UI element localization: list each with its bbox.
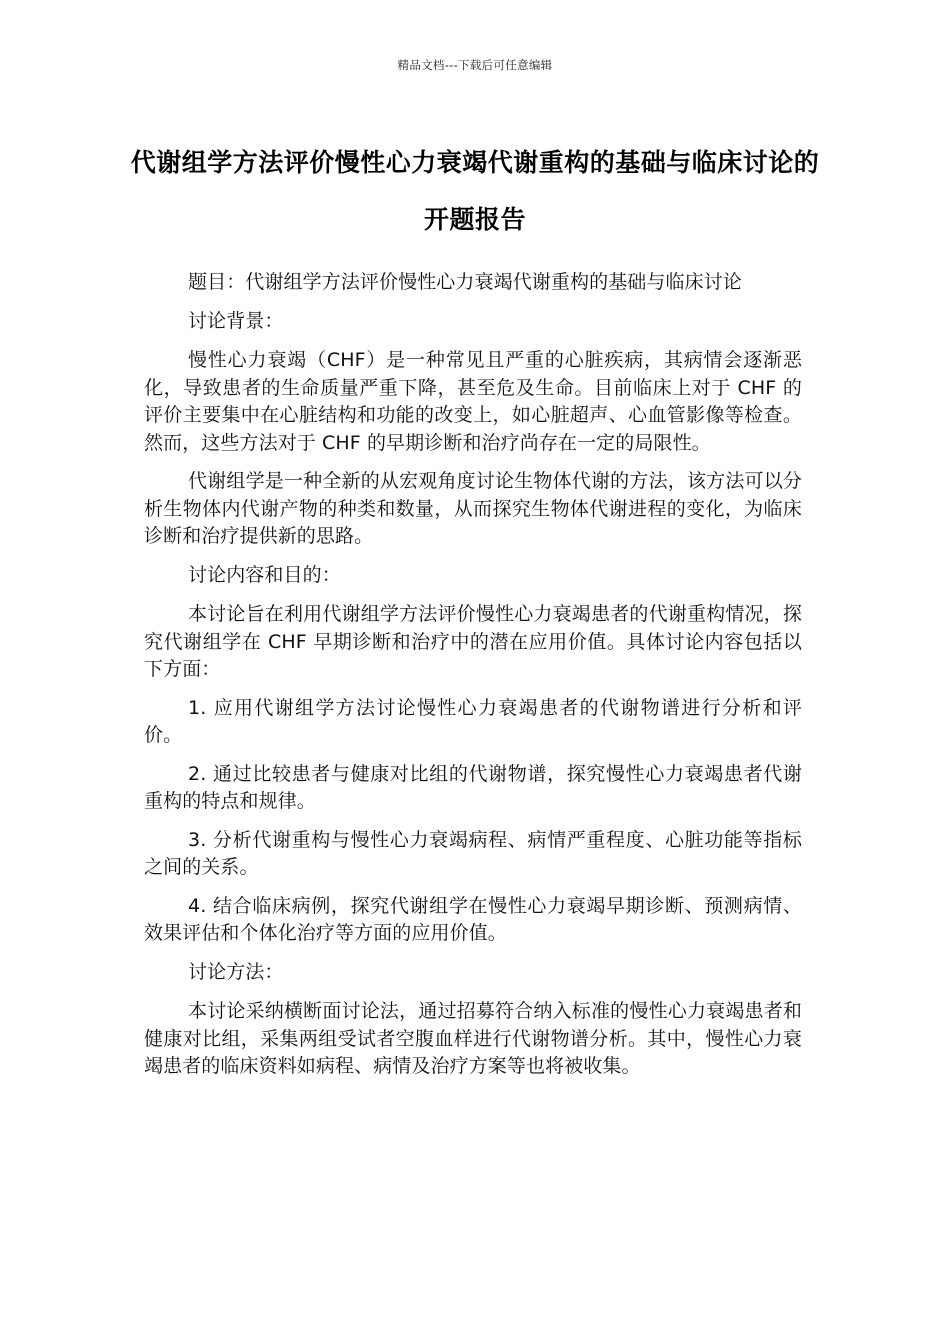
paragraph-topic: 题目：代谢组学方法评价慢性心力衰竭代谢重构的基础与临床讨论 [188, 271, 742, 293]
list-item-1: 1. 应用代谢组学方法讨论慢性心力衰竭患者的代谢物谱进行分析和评价。 [144, 696, 802, 746]
section-heading-background: 讨论背景： [188, 309, 284, 332]
list-item-2: 2. 通过比较患者与健康对比组的代谢物谱，探究慢性心力衰竭患者代谢重构的特点和规律。 [144, 762, 802, 812]
list-item-4: 4. 结合临床病例，探究代谢组学在慢性心力衰竭早期诊断、预测病情、效果评估和个体化治疗等方面的应用价值。 [144, 894, 802, 944]
paragraph-background-metabolomics: 代谢组学是一种全新的从宏观角度讨论生物体代谢的方法，该方法可以分析生物体内代谢产物的种类和数量，从而探究生物体代谢进程的变化，为临床诊断和治疗提供新的思路。 [144, 470, 802, 547]
paragraph-background-chf: 慢性心力衰竭（CHF）是一种常见且严重的心脏疾病，其病情会逐渐恶化，导致患者的生命质量严重下降，甚至危及生命。目前临床上对于 CHF 的评价主要集中在心脏结构和功能的改变上，如心脏超声、心血管影像等检查。然而，这些方法对于 CHF 的早期诊断和治疗尚存在一定的局限性。 [144, 349, 802, 454]
document-body [144, 269, 802, 1092]
list-item-3: 3. 分析代谢重构与慢性心力衰竭病程、病情严重程度、心脏功能等指标之间的关系。 [144, 828, 802, 878]
document-title: 代谢组学方法评价慢性心力衰竭代谢重构的基础与临床讨论的开题报告 [130, 148, 820, 234]
header-note: 精品文档---下载后可任意编辑 [397, 58, 553, 72]
section-heading-method: 讨论方法： [188, 960, 284, 983]
section-heading-content-purpose: 讨论内容和目的： [188, 563, 341, 586]
paragraph-method: 本讨论采纳横断面讨论法，通过招募符合纳入标准的慢性心力衰竭患者和健康对比组，采集两组受试者空腹血样进行代谢物谱分析。其中，慢性心力衰竭患者的临床资料如病程、病情及治疗方案等也将被收集。 [144, 1000, 802, 1077]
paragraph-content-intro: 本讨论旨在利用代谢组学方法评价慢性心力衰竭患者的代谢重构情况，探究代谢组学在 CHF 早期诊断和治疗中的潜在应用价值。具体讨论内容包括以下方面： [144, 603, 802, 680]
